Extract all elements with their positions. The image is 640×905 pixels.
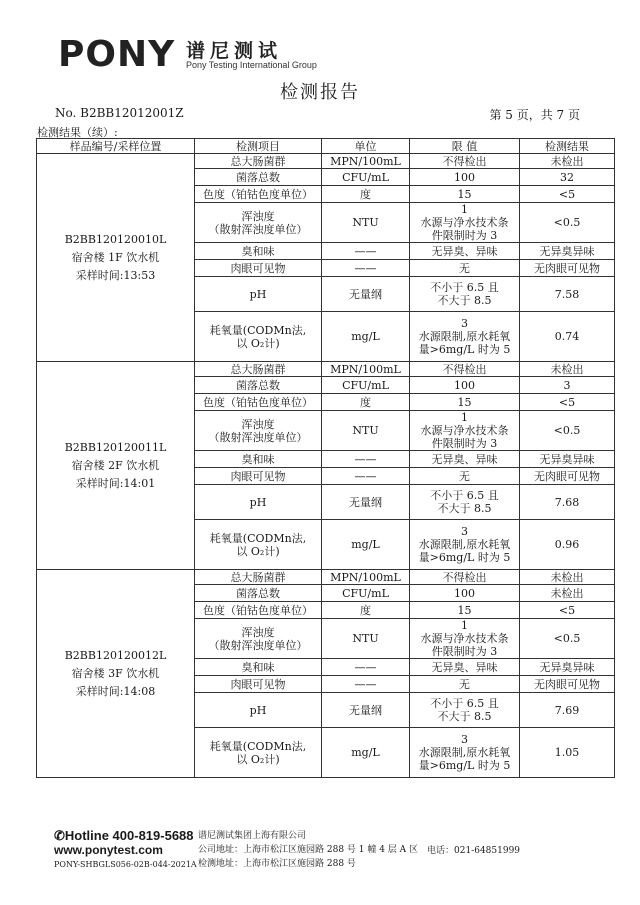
limit-cell: 无异臭、异味 — [410, 243, 520, 260]
result-cell: <0.5 — [520, 411, 615, 451]
limit-cell: 不得检出 — [410, 362, 520, 377]
sample-info-cell — [37, 154, 195, 362]
unit-cell: mg/L — [322, 312, 410, 362]
unit-cell: 无量纲 — [322, 485, 410, 520]
sample-info-cell — [37, 362, 195, 570]
limit-cell: 不小于 6.5 且 不大于 8.5 — [410, 693, 520, 728]
sample-line: 采样时间:14:01 — [75, 476, 156, 490]
result-cell: 未检出 — [520, 570, 615, 585]
unit-cell: 无量纲 — [322, 693, 410, 728]
logo-chinese-name: 谱尼测试 — [186, 40, 283, 62]
sample-line: B2BB120120012L — [64, 648, 167, 662]
unit-cell: —— — [322, 676, 410, 693]
sample-line: 宿舍楼 2F 饮水机 — [71, 458, 160, 472]
limit-cell: 100 — [410, 377, 520, 394]
test-item-cell: 浑浊度 （散射浑浊度单位） — [195, 619, 322, 659]
report-title: 检测报告 — [280, 82, 360, 103]
table-row — [37, 570, 615, 585]
unit-cell: 无量纲 — [322, 277, 410, 312]
test-item-cell: 耗氧量(CODMn法, 以 O₂计) — [195, 520, 322, 570]
column-header: 检测结果 — [520, 139, 615, 154]
unit-cell: —— — [322, 659, 410, 676]
unit-cell: 度 — [322, 602, 410, 619]
company-logo — [58, 34, 317, 75]
column-header: 限 值 — [410, 139, 520, 154]
test-item-cell: 色度（铂钴色度单位） — [195, 602, 322, 619]
result-cell: 7.68 — [520, 485, 615, 520]
limit-cell: 无 — [410, 676, 520, 693]
unit-cell: NTU — [322, 203, 410, 243]
unit-cell: NTU — [322, 619, 410, 659]
limit-cell: 无异臭、异味 — [410, 451, 520, 468]
table-row — [37, 154, 615, 169]
website-link[interactable]: www.ponytest.com — [54, 843, 163, 857]
result-cell: <5 — [520, 394, 615, 411]
test-item-cell: 菌落总数 — [195, 377, 322, 394]
limit-cell: 100 — [410, 169, 520, 186]
limit-cell: 1 水源与净水技术条 件限制时为 3 — [410, 203, 520, 243]
test-item-cell: pH — [195, 485, 322, 520]
company-info — [198, 829, 418, 871]
test-item-cell: 菌落总数 — [195, 169, 322, 186]
limit-cell: 无 — [410, 260, 520, 277]
test-item-cell: 臭和味 — [195, 451, 322, 468]
limit-cell: 1 水源与净水技术条 件限制时为 3 — [410, 619, 520, 659]
limit-cell: 不小于 6.5 且 不大于 8.5 — [410, 485, 520, 520]
result-cell: 无异臭异味 — [520, 451, 615, 468]
page-indicator: 第 5 页，共 7 页 — [489, 108, 580, 122]
test-item-cell: 色度（铂钴色度单位） — [195, 394, 322, 411]
unit-cell: —— — [322, 468, 410, 485]
column-header: 样品编号/采样位置 — [37, 139, 195, 154]
limit-cell: 15 — [410, 394, 520, 411]
limit-cell: 15 — [410, 186, 520, 203]
test-item-cell: 总大肠菌群 — [195, 362, 322, 377]
unit-cell: —— — [322, 260, 410, 277]
test-item-cell: 色度（铂钴色度单位） — [195, 186, 322, 203]
lab-address: 检测地址：上海市松江区施园路 288 号 — [198, 859, 356, 869]
table-row — [37, 362, 615, 377]
limit-cell: 15 — [410, 602, 520, 619]
limit-cell: 1 水源与净水技术条 件限制时为 3 — [410, 411, 520, 451]
result-cell: 0.96 — [520, 520, 615, 570]
result-cell: 未检出 — [520, 362, 615, 377]
result-cell: 7.58 — [520, 277, 615, 312]
result-cell: <5 — [520, 602, 615, 619]
result-cell: <0.5 — [520, 203, 615, 243]
unit-cell: MPN/100mL — [322, 570, 410, 585]
test-item-cell: 浑浊度 （散射浑浊度单位） — [195, 203, 322, 243]
unit-cell: 度 — [322, 186, 410, 203]
unit-cell: mg/L — [322, 728, 410, 778]
unit-cell: —— — [322, 451, 410, 468]
sample-line: B2BB120120011L — [64, 440, 167, 454]
test-item-cell: 肉眼可见物 — [195, 676, 322, 693]
logo-wordmark: PONY — [58, 34, 176, 75]
test-item-cell: 耗氧量(CODMn法, 以 O₂计) — [195, 312, 322, 362]
test-item-cell: pH — [195, 277, 322, 312]
result-cell: 未检出 — [520, 154, 615, 169]
result-cell: 3 — [520, 377, 615, 394]
result-cell: 0.74 — [520, 312, 615, 362]
test-item-cell: 总大肠菌群 — [195, 570, 322, 585]
report-number: No. B2BB12012001Z — [55, 106, 184, 120]
result-cell: 无异臭异味 — [520, 243, 615, 260]
test-item-cell: 耗氧量(CODMn法, 以 O₂计) — [195, 728, 322, 778]
limit-cell: 3 水源限制,原水耗氧 量>6mg/L 时为 5 — [410, 312, 520, 362]
limit-cell: 不得检出 — [410, 154, 520, 169]
unit-cell: CFU/mL — [322, 585, 410, 602]
result-cell: 无肉眼可见物 — [520, 676, 615, 693]
limit-cell: 不得检出 — [410, 570, 520, 585]
test-item-cell: 菌落总数 — [195, 585, 322, 602]
result-cell: 1.05 — [520, 728, 615, 778]
unit-cell: MPN/100mL — [322, 154, 410, 169]
table-header-row — [37, 139, 615, 154]
limit-cell: 3 水源限制,原水耗氧 量>6mg/L 时为 5 — [410, 728, 520, 778]
result-cell: 未检出 — [520, 585, 615, 602]
result-cell: <5 — [520, 186, 615, 203]
unit-cell: CFU/mL — [322, 169, 410, 186]
sample-line: B2BB120120010L — [64, 232, 167, 246]
result-cell: 无肉眼可见物 — [520, 260, 615, 277]
result-cell: <0.5 — [520, 619, 615, 659]
unit-cell: NTU — [322, 411, 410, 451]
sample-line: 宿舍楼 3F 饮水机 — [71, 666, 160, 680]
phone-number: 电话：021-64851999 — [427, 846, 521, 856]
results-label: 检测结果（续）: — [37, 126, 118, 139]
result-cell: 无肉眼可见物 — [520, 468, 615, 485]
limit-cell: 不小于 6.5 且 不大于 8.5 — [410, 277, 520, 312]
unit-cell: CFU/mL — [322, 377, 410, 394]
column-header: 单位 — [322, 139, 410, 154]
company-address: 公司地址：上海市松江区施园路 288 号 1 幢 4 层 A 区 — [198, 845, 419, 855]
sample-line: 宿舍楼 1F 饮水机 — [71, 250, 160, 264]
test-item-cell: 臭和味 — [195, 659, 322, 676]
limit-cell: 无 — [410, 468, 520, 485]
test-item-cell: 肉眼可见物 — [195, 260, 322, 277]
test-item-cell: 总大肠菌群 — [195, 154, 322, 169]
test-item-cell: 臭和味 — [195, 243, 322, 260]
unit-cell: —— — [322, 243, 410, 260]
limit-cell: 100 — [410, 585, 520, 602]
hotline: ✆Hotline 400-819-5688 — [54, 828, 194, 843]
sample-line: 采样时间:14:08 — [75, 684, 156, 698]
logo-english-name: Pony Testing International Group — [186, 60, 317, 70]
unit-cell: MPN/100mL — [322, 362, 410, 377]
test-item-cell: 肉眼可见物 — [195, 468, 322, 485]
sample-info-cell — [37, 570, 195, 778]
unit-cell: mg/L — [322, 520, 410, 570]
limit-cell: 无异臭、异味 — [410, 659, 520, 676]
sample-line: 采样时间:13:53 — [75, 268, 156, 282]
test-item-cell: 浑浊度 （散射浑浊度单位） — [195, 411, 322, 451]
document-code: PONY-SHBGLS056-02B-044-2021A — [54, 860, 197, 869]
company-name: 谱尼测试集团上海有限公司 — [198, 831, 307, 841]
unit-cell: 度 — [322, 394, 410, 411]
result-cell: 7.69 — [520, 693, 615, 728]
result-cell: 32 — [520, 169, 615, 186]
test-item-cell: pH — [195, 693, 322, 728]
column-header: 检测项目 — [195, 139, 322, 154]
results-table — [36, 138, 615, 778]
result-cell: 无异臭异味 — [520, 659, 615, 676]
limit-cell: 3 水源限制,原水耗氧 量>6mg/L 时为 5 — [410, 520, 520, 570]
